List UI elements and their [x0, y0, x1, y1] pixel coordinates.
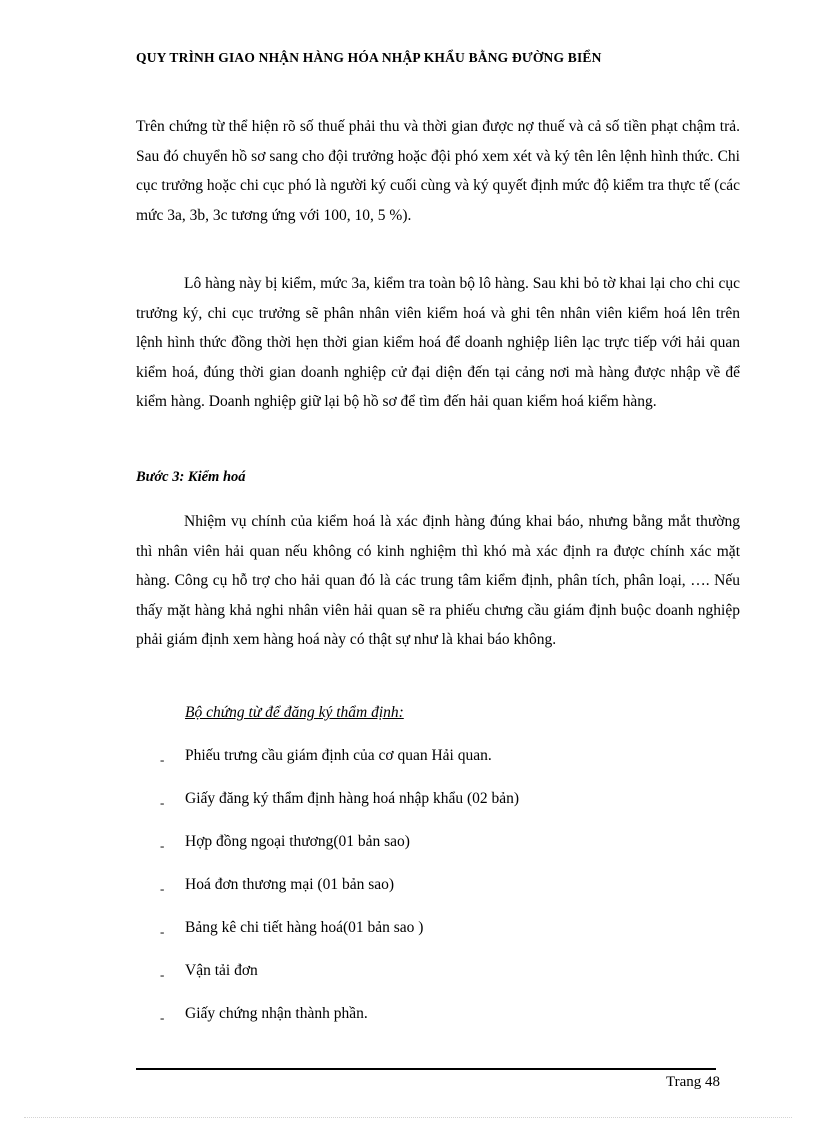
list-item	[136, 914, 736, 957]
bullet-dash-icon: -	[160, 1010, 165, 1025]
list-item	[136, 742, 736, 785]
list-item-text: Giấy đăng ký thẩm định hàng hoá nhập khẩu (02 bản)	[185, 790, 520, 807]
list-item-text: Hoá đơn thương mại (01 bản sao)	[185, 876, 395, 893]
bullet-dash-icon: -	[160, 838, 165, 853]
list-item-text: Giấy chứng nhận thành phần.	[185, 1005, 368, 1022]
list-item-text: Hợp đồng ngoại thương(01 bản sao)	[185, 833, 410, 850]
page-number: Trang 48	[666, 1074, 721, 1090]
footer-divider	[136, 1068, 716, 1070]
documents-list	[136, 742, 736, 1043]
paragraph-inspection-level: Lô hàng này bị kiểm, mức 3a, kiểm tra toàn bộ lô hàng. Sau khi bỏ tờ khai lại cho chi cục trưởng ký, chi cục trưởng sẽ phân nhân viên kiểm hoá và ghi tên nhân viên kiểm hoá lên trên lệnh hình thức đồng thời hẹn thời gian kiểm hoá để doanh nghiệp liên lạc trực tiếp với hải quan kiểm hoá, đúng thời gian doanh nghiệp cử đại diện đến tại cảng nơi mà hàng được nhập về để kiểm hàng. Doanh nghiệp giữ lại bộ hồ sơ để tìm đến hải quan kiểm hoá kiểm hàng.	[136, 275, 740, 411]
bullet-dash-icon: -	[160, 967, 165, 982]
bullet-dash-icon: -	[160, 795, 165, 810]
documents-heading: Bộ chứng từ để đăng ký thẩm định:	[185, 704, 404, 721]
bullet-dash-icon: -	[160, 752, 165, 767]
bullet-dash-icon: -	[160, 924, 165, 939]
list-item-text: Phiếu trưng cầu giám định của cơ quan Hải quan.	[185, 747, 492, 764]
step-3-heading: Bước 3: Kiểm hoá	[136, 469, 246, 485]
list-item	[136, 828, 736, 871]
paragraph-inspection-duty: Nhiệm vụ chính của kiểm hoá là xác định hàng đúng khai báo, nhưng bằng mắt thường thì nhân viên hải quan nếu không có kinh nghiệm thì khó mà xác định ra được chính xác mặt hàng. Công cụ hỗ trợ cho hải quan đó là các trung tâm kiểm định, phân tích, phân loại, …. Nếu thấy mặt hàng khả nghi nhân viên hải quan sẽ ra phiếu chưng cầu giám định buộc doanh nghiệp phải giám định xem hàng hoá này có thật sự như là khai báo không.	[136, 513, 740, 649]
bullet-dash-icon: -	[160, 881, 165, 896]
list-item-text: Vận tải đơn	[185, 962, 258, 979]
list-item	[136, 785, 736, 828]
list-item	[136, 957, 736, 1000]
document-header-title: QUY TRÌNH GIAO NHẬN HÀNG HÓA NHẬP KHẨU BẰNG ĐƯỜNG BIỂN	[136, 50, 602, 65]
list-item	[136, 871, 736, 914]
list-item	[136, 1000, 736, 1043]
page-edge-divider	[24, 1117, 792, 1118]
list-item-text: Bảng kê chi tiết hàng hoá(01 bản sao )	[185, 919, 424, 936]
paragraph-tax-documents: Trên chứng từ thể hiện rõ số thuế phải thu và thời gian được nợ thuế và cả số tiền phạt chậm trả. Sau đó chuyển hồ sơ sang cho đội trưởng hoặc đội phó xem xét và ký tên lên lệnh hình thức. Chi cục trưởng hoặc chi cục phó là người ký cuối cùng và ký quyết định mức độ kiểm tra thực tế (các mức 3a, 3b, 3c tương ứng với 100, 10, 5 %).	[136, 118, 740, 224]
